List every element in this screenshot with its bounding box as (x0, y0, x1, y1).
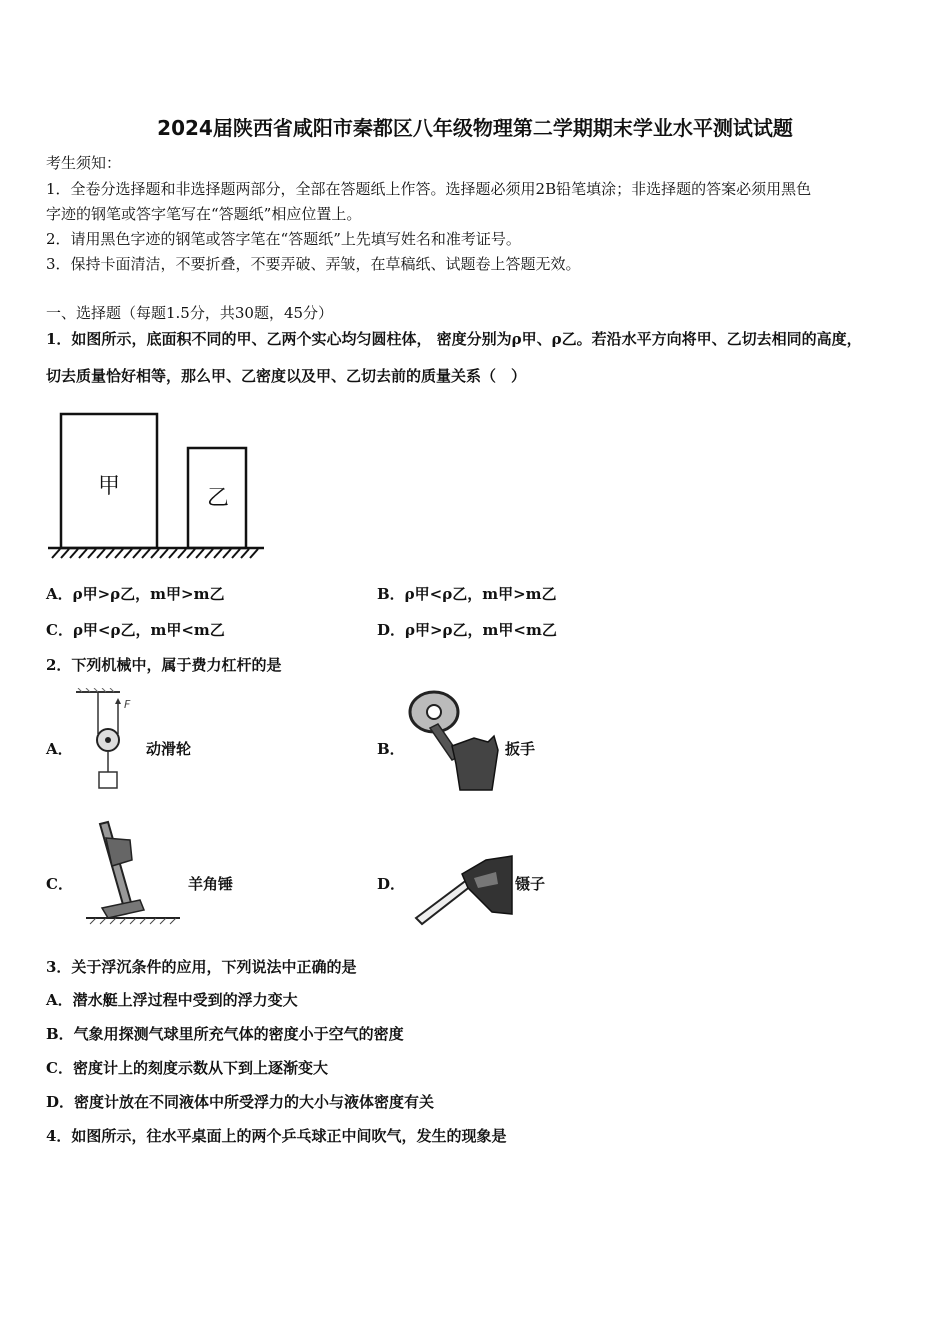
notice-item-2: 2．请用黑色字迹的钢笔或答字笔在“答题纸”上先填写姓名和准考证号。 (46, 230, 521, 248)
q1-option-a[interactable]: A．ρ甲>ρ乙，m甲>m乙 (46, 585, 225, 603)
q3-option-a[interactable]: A．潜水艇上浮过程中受到的浮力变大 (46, 991, 298, 1009)
q3-option-d[interactable]: D．密度计放在不同液体中所受浮力的大小与液体密度有关 (46, 1093, 435, 1111)
q1-figure (44, 410, 268, 560)
cylinder-yi-label: 乙 (206, 486, 230, 511)
q3-option-c[interactable]: C．密度计上的刻度示数从下到上逐渐变大 (46, 1059, 328, 1077)
q1-option-c[interactable]: C．ρ甲<ρ乙，m甲<m乙 (46, 621, 225, 639)
notice-item-1-line-1: 1．全卷分选择题和非选择题两部分，全部在答题纸上作答。选择题必须用2B铅笔填涂；非选择题的答案必须用黑色 (46, 180, 812, 198)
q2-stem: 2．下列机械中，属于费力杠杆的是 (46, 656, 282, 674)
claw-hammer-illustration (82, 816, 182, 926)
q2-option-b-letter[interactable]: B． (377, 740, 405, 758)
q2-option-a-letter[interactable]: A． (46, 740, 73, 758)
q1-stem-line-2: 切去质量恰好相等，那么甲、乙密度以及甲、乙切去前的质量关系（ ） (46, 367, 527, 385)
q2-option-d-text[interactable]: 镊子 (515, 875, 546, 893)
q2-option-b-text[interactable]: 扳手 (505, 740, 536, 758)
notice-heading: 考生须知： (46, 154, 122, 172)
ground-hatching (52, 549, 258, 558)
q1-option-b[interactable]: B．ρ甲<ρ乙，m甲>m乙 (377, 585, 557, 603)
cylinder-jia-label: 甲 (97, 474, 121, 499)
page-title: 2024届陕西省咸阳市秦都区八年级物理第二学期期末学业水平测试试题 (157, 116, 793, 140)
q4-stem: 4．如图所示，往水平桌面上的两个乒乓球正中间吹气，发生的现象是 (46, 1127, 507, 1145)
q3-option-b[interactable]: B．气象用探测气球里所充气体的密度小于空气的密度 (46, 1025, 404, 1043)
section-heading: 一、选择题（每题1.5分，共30题，45分） (46, 304, 334, 322)
wrench-illustration (402, 686, 508, 794)
notice-item-3: 3．保持卡面清洁，不要折叠，不要弄破、弄皱，在草稿纸、试题卷上答题无效。 (46, 255, 581, 273)
movable-pulley-illustration (72, 688, 142, 794)
notice-item-1-line-2: 字迹的钢笔或答字笔写在“答题纸”相应位置上。 (46, 205, 362, 223)
q2-option-d-letter[interactable]: D． (377, 875, 406, 893)
tweezers-illustration (412, 854, 516, 928)
q1-option-d[interactable]: D．ρ甲>ρ乙，m甲<m乙 (377, 621, 557, 639)
q2-option-c-text[interactable]: 羊角锤 (188, 875, 234, 893)
force-label: F (124, 698, 131, 711)
q2-option-a-text[interactable]: 动滑轮 (146, 740, 192, 758)
q2-option-c-letter[interactable]: C． (46, 875, 73, 893)
q1-stem-line-1: 1．如图所示，底面积不同的甲、乙两个实心均匀圆柱体， 密度分别为ρ甲、ρ乙。若沿水平方向将甲、乙切去相同的高度， (46, 330, 862, 348)
q3-stem: 3．关于浮沉条件的应用，下列说法中正确的是 (46, 958, 357, 976)
